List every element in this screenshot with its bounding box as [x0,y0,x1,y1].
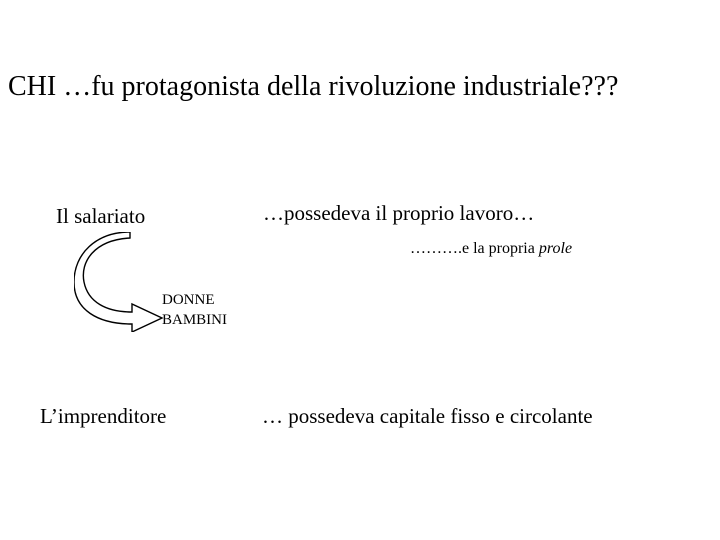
prole-word: prole [538,240,573,257]
prole-line [410,241,572,257]
salariato-label: Il salariato [56,204,146,228]
curved-arrow-icon [74,232,164,332]
exploited-list [162,290,227,330]
imprenditore-possession: … possedeva capitale fisso e circolante [262,404,593,428]
exploited-item-bambini: BAMBINI [162,312,228,328]
imprenditore-label: L’imprenditore [40,404,167,428]
slide-title: CHI …fu protagonista della rivoluzione industriale??? [8,71,619,102]
exploited-item-donne: DONNE [162,292,215,308]
prole-prefix: ……….e la propria [410,240,539,257]
salariato-possession: …possedeva il proprio lavoro… [263,201,535,225]
